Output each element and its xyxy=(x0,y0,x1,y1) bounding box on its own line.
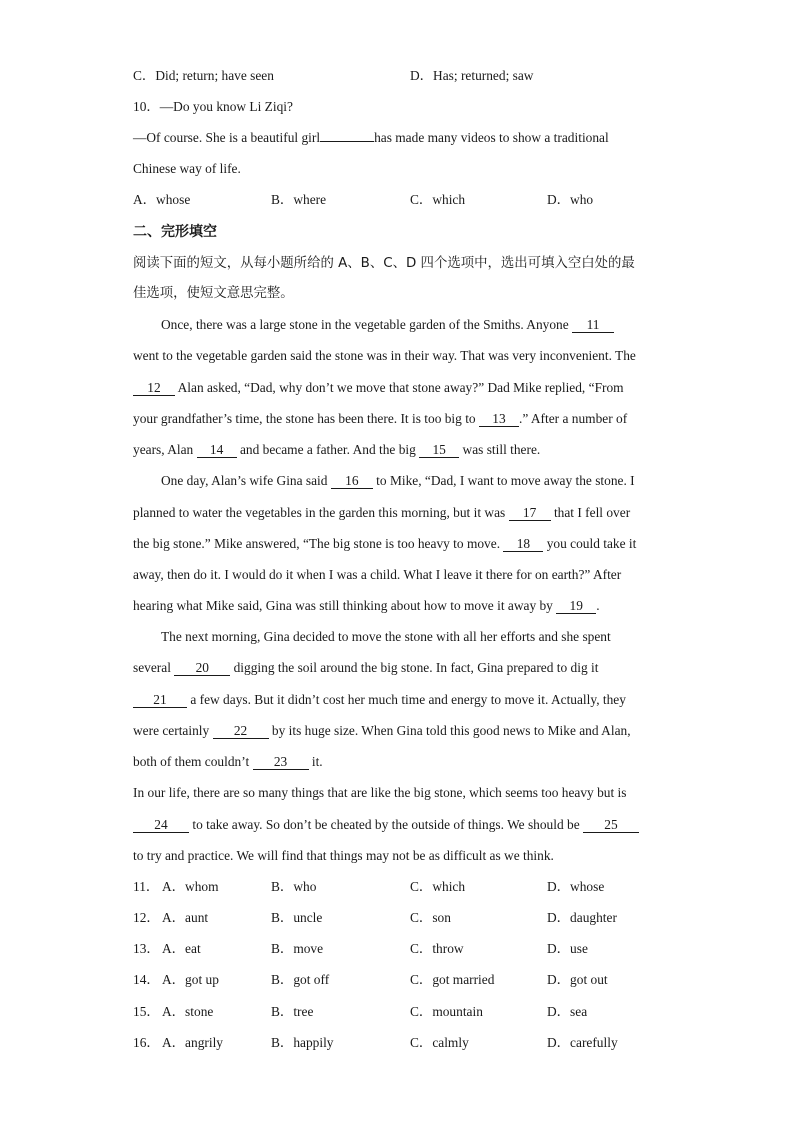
option-b: B．uncle xyxy=(271,910,323,925)
blank-24: 24 xyxy=(133,817,189,833)
q10-stem: 10．—Do you know Li Ziqi? xyxy=(133,99,293,114)
option-d: D．whose xyxy=(547,879,605,894)
blank-19: 19 xyxy=(556,598,596,614)
passage-line: went to the vegetable garden said the stone was in their way. That was very inconvenient. The xyxy=(133,348,636,363)
text: several xyxy=(133,660,175,675)
text: —Of course. She is a beautiful girl xyxy=(133,130,321,145)
option-a: A．got up xyxy=(162,972,219,987)
q10-option-d: D．who xyxy=(547,192,594,207)
option-b: B．tree xyxy=(271,1004,314,1019)
question-number: 16． xyxy=(133,1035,160,1050)
text: has made many videos to show a traditional xyxy=(374,130,609,145)
option-b: B．happily xyxy=(271,1035,334,1050)
passage-line xyxy=(133,379,664,397)
option-c: C．throw xyxy=(410,941,464,956)
text: that I fell over xyxy=(550,505,631,520)
passage-line xyxy=(133,410,664,428)
q10-line2 xyxy=(133,129,664,147)
text: .” After a number of xyxy=(518,411,628,426)
text: One day, Alan’s wife Gina said xyxy=(161,473,331,488)
passage-line xyxy=(133,659,664,677)
text: planned to water the vegetables in the garden this morning, but it was xyxy=(133,505,509,520)
blank-15: 15 xyxy=(419,442,459,458)
answer-blank xyxy=(320,141,374,142)
option-d: D．got out xyxy=(547,972,608,987)
section-title: 二、完形填空 xyxy=(133,224,217,240)
passage-line xyxy=(161,316,664,334)
passage-line: away, then do it. I would do it when I was a child. What I leave it there for on earth?” After xyxy=(133,567,622,582)
text: you could take it xyxy=(543,536,637,551)
passage-line: In our life, there are so many things that are like the big stone, which seems too heavy but is xyxy=(133,785,627,800)
blank-25: 25 xyxy=(583,817,639,833)
question-number: 12． xyxy=(133,910,160,925)
blank-17: 17 xyxy=(509,505,551,521)
blank-20: 20 xyxy=(174,660,230,676)
option-c: C．mountain xyxy=(410,1004,483,1019)
option-c: C．son xyxy=(410,910,451,925)
text: the big stone.” Mike answered, “The big stone is too heavy to move. xyxy=(133,536,504,551)
q10-option-c: C．which xyxy=(410,192,466,207)
text: hearing what Mike said, Gina was still thinking about how to move it away by xyxy=(133,598,557,613)
blank-14: 14 xyxy=(197,442,237,458)
blank-11: 11 xyxy=(572,317,614,333)
text: to Mike, “Dad, I want to move away the stone. I xyxy=(372,473,635,488)
option-a: A．aunt xyxy=(162,910,209,925)
option-a: A．whom xyxy=(162,879,219,894)
blank-12: 12 xyxy=(133,380,175,396)
instructions-line1: 阅读下面的短文，从每小题所给的 A、B、C、D 四个选项中，选出可填入空白处的最 xyxy=(133,256,635,271)
option-b: B．move xyxy=(271,941,324,956)
blank-23: 23 xyxy=(253,754,309,770)
blank-21: 21 xyxy=(133,692,187,708)
passage-line xyxy=(161,472,664,490)
passage-line xyxy=(133,535,664,553)
option-a: A．angrily xyxy=(162,1035,223,1050)
instructions-line2: 佳选项，使短文意思完整。 xyxy=(133,286,294,301)
blank-13: 13 xyxy=(479,411,519,427)
passage-line: The next morning, Gina decided to move the stone with all her efforts and she spent xyxy=(161,629,611,644)
option-d: D．daughter xyxy=(547,910,617,925)
text: a few days. But it didn’t cost her much time and energy to move it. Actually, they xyxy=(187,692,626,707)
option-c: C．got married xyxy=(410,972,495,987)
q9-option-d: D．Has; returned; saw xyxy=(410,68,534,83)
text: years, Alan xyxy=(133,442,197,457)
option-c: C．calmly xyxy=(410,1035,469,1050)
q10-line3: Chinese way of life. xyxy=(133,161,241,176)
text: were certainly xyxy=(133,723,213,738)
passage-line xyxy=(133,816,664,834)
question-number: 13． xyxy=(133,941,160,956)
option-c: C．which xyxy=(410,879,466,894)
option-d: D．sea xyxy=(547,1004,588,1019)
option-a: A．eat xyxy=(162,941,201,956)
text: and became a father. And the big xyxy=(236,442,420,457)
text: . xyxy=(596,598,600,613)
question-number: 11． xyxy=(133,879,160,894)
text: it. xyxy=(308,754,323,769)
option-b: B．got off xyxy=(271,972,330,987)
option-a: A．stone xyxy=(162,1004,214,1019)
passage-line xyxy=(133,597,664,615)
text: digging the soil around the big stone. In fact, Gina prepared to dig it xyxy=(230,660,599,675)
option-b: B．who xyxy=(271,879,317,894)
text: both of them couldn’t xyxy=(133,754,253,769)
q9-option-c: C．Did; return; have seen xyxy=(133,68,274,83)
passage-line xyxy=(133,441,664,459)
question-number: 14． xyxy=(133,972,160,987)
text: to take away. So don’t be cheated by the outside of things. We should be xyxy=(189,817,583,832)
passage-line xyxy=(133,691,664,709)
option-d: D．use xyxy=(547,941,588,956)
passage-line xyxy=(133,753,664,771)
text: by its huge size. When Gina told this good news to Mike and Alan, xyxy=(268,723,631,738)
passage-line: to try and practice. We will find that things may not be as difficult as we think. xyxy=(133,848,554,863)
passage-line xyxy=(133,722,664,740)
text: your grandfather’s time, the stone has been there. It is too big to xyxy=(133,411,479,426)
text: Alan asked, “Dad, why don’t we move that stone away?” Dad Mike replied, “From xyxy=(175,380,624,395)
q10-option-b: B．where xyxy=(271,192,327,207)
q10-option-a: A．whose xyxy=(133,192,191,207)
passage-line xyxy=(133,504,664,522)
blank-18: 18 xyxy=(503,536,543,552)
text: was still there. xyxy=(459,442,541,457)
option-d: D．carefully xyxy=(547,1035,618,1050)
blank-22: 22 xyxy=(213,723,269,739)
text: Once, there was a large stone in the vegetable garden of the Smiths. Anyone xyxy=(161,317,573,332)
question-number: 15． xyxy=(133,1004,160,1019)
blank-16: 16 xyxy=(331,473,373,489)
